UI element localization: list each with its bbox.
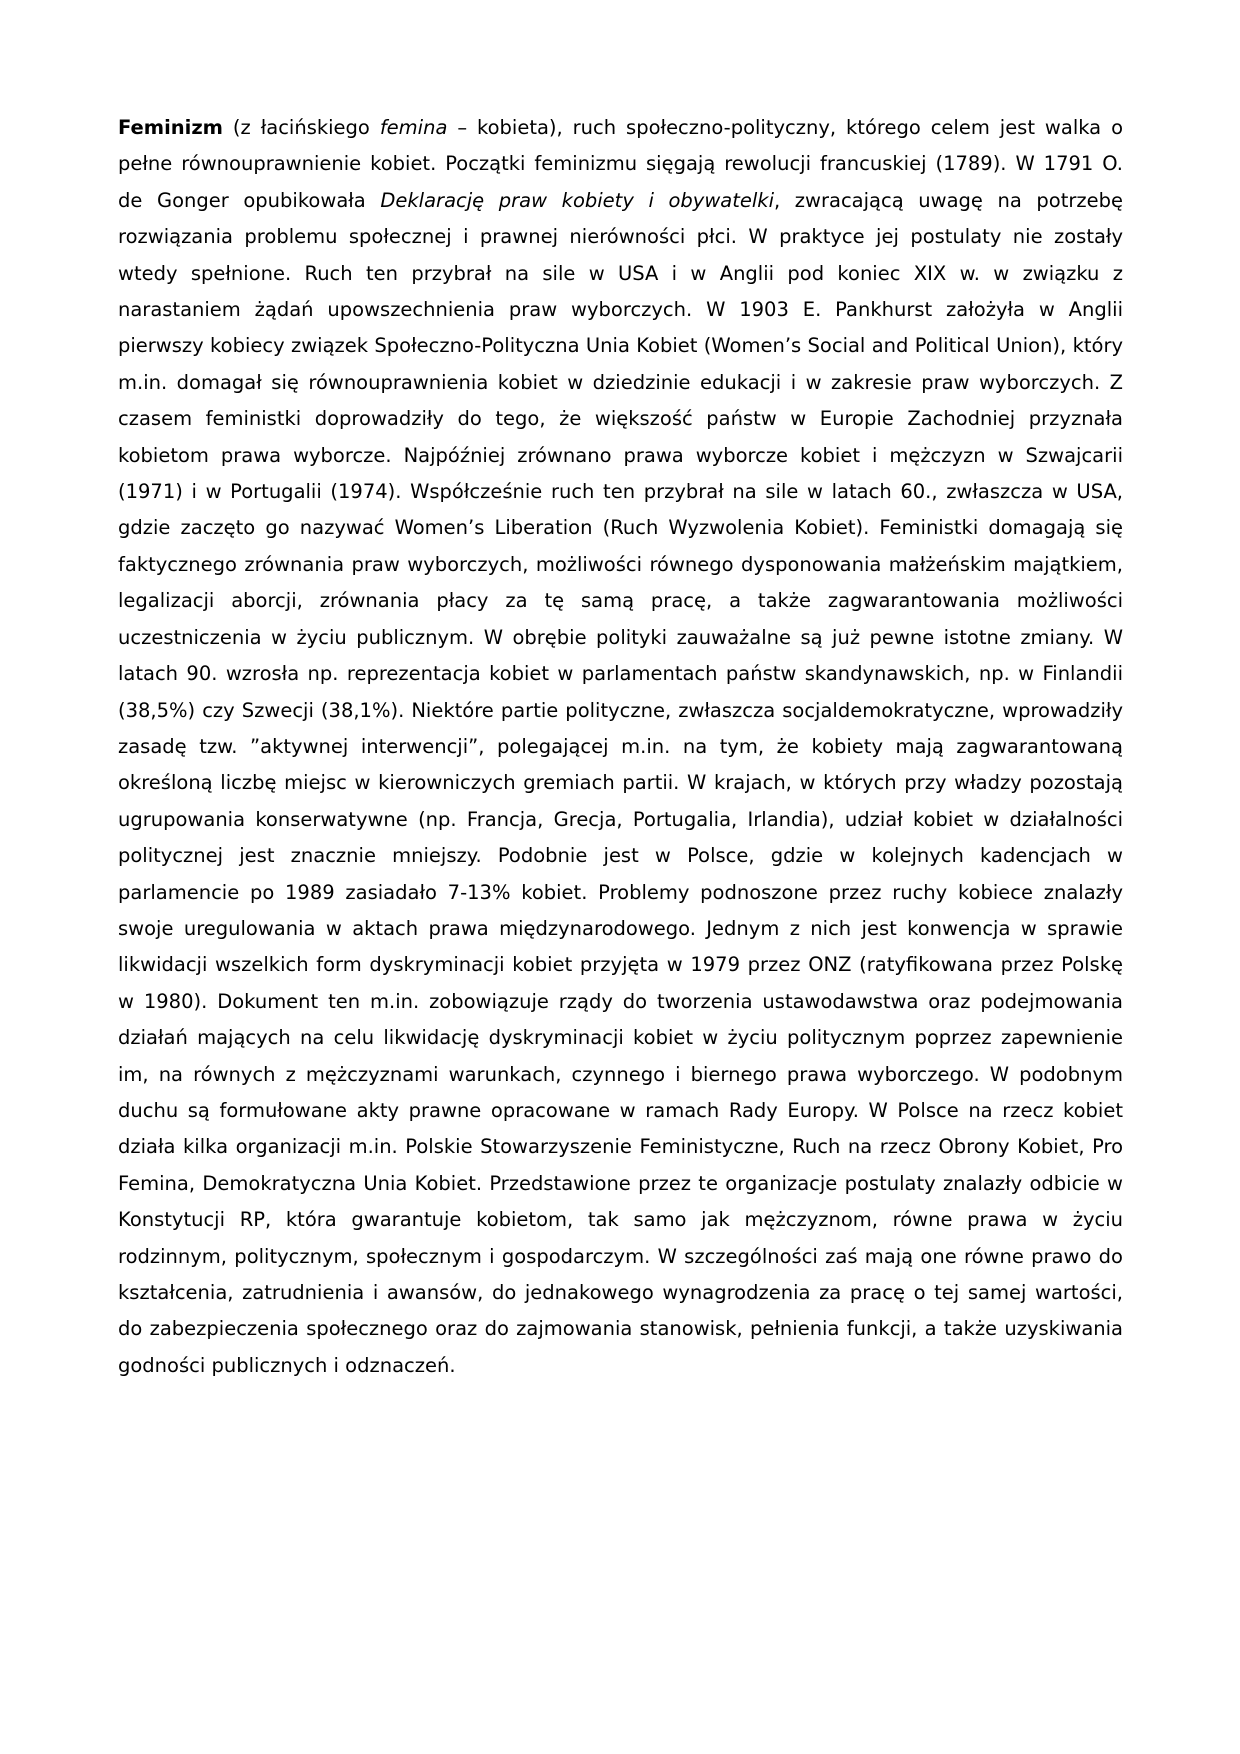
term-feminizm: Feminizm [118, 116, 223, 139]
paragraph-segment-1: (z łacińskiego [223, 116, 380, 139]
paragraph-segment-3: , zwracającą uwagę na potrzebę rozwiązania problemu społecznej i prawnej nierówności płci. W praktyce jej postulaty nie zostały wtedy spełnione. Ruch ten przybrał na sile w USA i w Anglii pod koniec XIX w. w związku z narastaniem żądań upowszechnienia praw wyborczych. W 1903 E. Pankhurst założyła w Anglii pierwszy kobiecy związek Społeczno-Polityczna Unia Kobiet (Women’s Social and Political Union), który m.in. domagał się równouprawnienia kobiet w dziedzinie edukacji i w zakresie praw wyborczych. Z czasem feministki doprowadziły do tego, że większość państw w Europie Zachodniej przyznała kobietom prawa wyborcze. Najpóźniej zrównano prawa wyborcze kobiet i mężczyzn w Szwajcarii (1971) i w Portugalii (1974). Współcześnie ruch ten przybrał na sile w latach 60., zwłaszcza w USA, gdzie zaczęto go nazywać Women’s Liberation (Ruch Wyzwolenia Kobiet). Feministki domagają się faktycznego zrównania praw wyborczych, możliwości równego dysponowania małżeńskim majątkiem, legalizacji aborcji, zrównania płacy za tę samą pracę, a także zagwarantowania możliwości uczestniczenia w życiu publicznym. W obrębie polityki zauważalne są już pewne istotne zmiany. W latach 90. wzrosła np. reprezentacja kobiet w parlamentach państw skandynawskich, np. w Finlandii (38,5%) czy Szwecji (38,1%). Niektóre partie polityczne, zwłaszcza socjaldemokratyczne, wprowadziły zasadę tzw. ”aktywnej interwencji”, polegającej m.in. na tym, że kobiety mają zagwarantowaną określoną liczbę miejsc w kierowniczych gremiach partii. W krajach, w których przy władzy pozostają ugrupowania konserwatywne (np. Francja, Grecja, Portugalia, Irlandia), udział kobiet w działalności politycznej jest znacznie mniejszy. Podobnie jest w Polsce, gdzie w kolejnych kadencjach w parlamencie po 1989 zasiadało 7-13% kobiet. Problemy podnoszone przez ruchy kobiece znalazły swoje uregulowania w aktach prawa międzynarodowego. Jednym z nich jest konwencja w sprawie likwidacji wszelkich form dyskryminacji kobiet przyjęta w 1979 przez ONZ (ratyfikowana przez Polskę w 1980). Dokument ten m.in. zobowiązuje rządy do tworzenia ustawodawstwa oraz podejmowania działań mających na celu likwidację dyskryminacji kobiet w życiu politycznym poprzez zapewnienie im, na równych z mężczyznami warunkach, czynnego i biernego prawa wyborczego. W podobnym duchu są formułowane akty prawne opracowane w ramach Rady Europy. W Polsce na rzecz kobiet działa kilka organizacji m.in. Polskie Stowarzyszenie Feministyczne, Ruch na rzecz Obrony Kobiet, Pro Femina, Demokratyczna Unia Kobiet. Przedstawione przez te organizacje postulaty znalazły odbicie w Konstytucji RP, która gwarantuje kobietom, tak samo jak mężczyznom, równe prawa w życiu rodzinnym, politycznym, społecznym i gospodarczym. W szczególności zaś mają one równe prawo do kształcenia, zatrudnienia i awansów, do jednakowego wynagrodzenia za pracę o tej samej wartości, do zabezpieczenia społecznego oraz do zajmowania stanowisk, pełnienia funkcji, a także uzyskiwania godności publicznych i odznaczeń. [118, 188, 1123, 1377]
declaration-title: Deklarację praw kobiety i obywatelki [380, 188, 774, 212]
latin-word: femina [379, 116, 448, 139]
paragraph-segment-2: – kobieta), ruch społeczno-polityczny, którego celem jest walka o pełne równouprawnienie kobiet. Początki feminizmu sięgają rewolucji francuskiej (1789). W 1791 O. de Gonger opubikowała [118, 116, 1123, 212]
body-paragraph [118, 110, 1123, 1384]
